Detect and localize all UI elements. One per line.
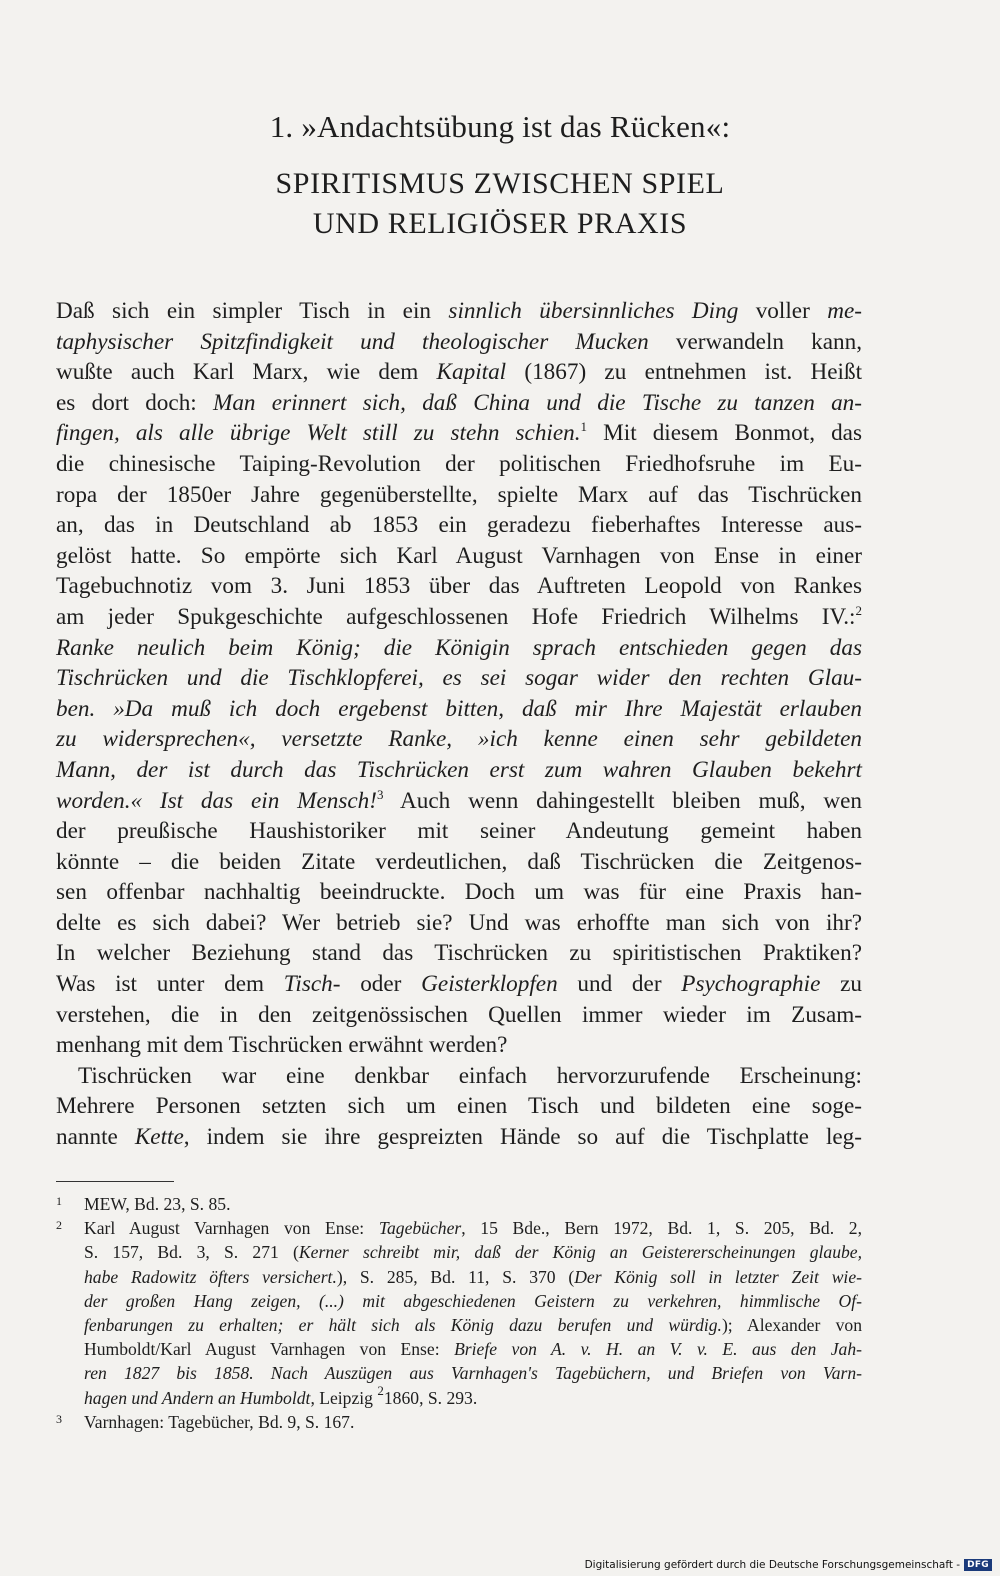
body-line: könnte – die beiden Zitate verdeutlichen, daß Tischrücken die Zeitgenos- [56,848,862,875]
chapter-title: 1. »Andachtsübung ist das Rücken«: [269,109,731,144]
footnote-separator [56,1181,174,1182]
footnote-line: der großen Hang zeigen, (...) mit abgeschiedenen Geistern zu verkehren, himmlische Of- [84,1290,862,1311]
body-line: fingen, als alle übrige Welt still zu stehn schien.$^1$ Mit diesem Bonmot, das [56,419,862,447]
footnote-ref[interactable]: 3 [376,786,384,802]
footer-text: Digitalisierung gefördert durch die Deutsche Forschungsgemeinschaft - [584,1559,961,1571]
footnote-3 [56,1410,862,1434]
body-line: Mann, der ist durch das Tischrücken erst zum wahren Glauben bekehrt [56,756,862,783]
body-line: ben. »Da muß ich doch ergebenst bitten, daß mir Ihre Majestät erlauben [56,695,862,722]
body-line: taphysischer Spitzfindigkeit und theologischer Mucken verwandeln kann, [56,328,862,355]
body-line: zu widersprechen«, versetzte Ranke, »ich kenne einen sehr gebildeten [56,726,862,753]
footnotes [56,1192,862,1434]
body-line: menhang mit dem Tischrücken erwähnt werden? [56,1032,508,1059]
footnote-number: 3 [56,1411,62,1426]
body-line: Tagebuchnotiz vom 3. Juni 1853 über das Auftreten Leopold von Rankes [56,573,862,600]
body-line: verstehen, die in den zeitgenössischen Quellen immer wieder im Zusam- [56,1001,862,1028]
body-line: Mehrere Personen setzten sich um einen Tisch und bildeten eine soge- [56,1093,862,1120]
footnote-1 [56,1192,862,1216]
footnote-ref[interactable]: 2 [855,602,862,618]
chapter-heading [130,108,870,244]
body-line: gelöst hatte. So empörte sich Karl August Varnhagen von Ense in einer [56,542,862,569]
dfg-logo: DFG [964,1559,992,1571]
body-line: Tischrücken war eine denkbar einfach hervorzurufende Erscheinung: [78,1062,862,1089]
body-line: sen offenbar nachhaltig beeindruckte. Doch um was für eine Praxis han- [56,879,862,906]
body-line: die chinesische Taiping-Revolution der politischen Friedhofsruhe im Eu- [56,450,862,477]
footnote-ref[interactable]: 1 [580,419,588,435]
body-line: ropa der 1850er Jahre gegenüberstellte, spielte Marx auf das Tischrücken [56,481,862,508]
body-line: Tischrücken und die Tischklopferei, es sei sogar wider den rechten Glau- [56,665,862,692]
footnote-ref[interactable]: 2 [377,1382,384,1398]
footnote-line: ren 1827 bis 1858. Nach Auszügen aus Varnhagen's Tagebüchern, und Briefen von Varn- [84,1363,862,1384]
footnote-line: Humboldt/Karl August Varnhagen von Ense: Briefe von A. v. H. an V. v. E. aus den Jah- [84,1339,862,1360]
body-line: Was ist unter dem Tisch- oder Geisterklopfen und der Psychographie zu [56,971,862,998]
footnote-line: hagen und Andern an Humboldt, Leipzig $^2$1860, S. 293. [84,1382,478,1408]
body-line: nannte Kette, indem sie ihre gespreizten Hände so auf die Tischplatte leg- [56,1124,862,1151]
body-line: am jeder Spukgeschichte aufgeschlossenen Hofe Friedrich Wilhelms IV.:$^2$ [56,602,862,630]
chapter-subtitle-line-2: UND RELIGIÖSER PRAXIS [312,207,688,240]
footnote-line: Karl August Varnhagen von Ense: Tagebücher, 15 Bde., Bern 1972, Bd. 1, S. 205, Bd. 2, [84,1218,862,1239]
body-line: der preußische Haushistoriker mit seiner Andeutung gemeint haben [56,818,862,845]
body-text [56,296,862,1153]
body-line: Ranke neulich beim König; die Königin sprach entschieden gegen das [56,634,862,661]
footnote-line: MEW, Bd. 23, S. 85. [84,1194,231,1214]
footnote-line: Varnhagen: Tagebücher, Bd. 9, S. 167. [84,1411,355,1432]
body-line: In welcher Beziehung stand das Tischrücken zu spiritistischen Praktiken? [56,940,862,967]
body-line: es dort doch: Man erinnert sich, daß China und die Tische zu tanzen an- [56,389,863,416]
footnote-number: 1 [56,1194,62,1208]
footnote-2 [56,1216,862,1410]
footnote-number: 2 [56,1218,62,1233]
footnote-line: habe Radowitz öfters versichert.), S. 285, Bd. 11, S. 370 (Der König soll in letzter Zeit wie- [84,1266,862,1287]
body-line: an, das in Deutschland ab 1853 ein geradezu fieberhaftes Interesse aus- [56,512,862,539]
footnote-line: S. 157, Bd. 3, S. 271 (Kerner schreibt mir, daß der König an Geistererscheinungen glaube, [84,1242,863,1263]
body-line: wußte auch Karl Marx, wie dem Kapital (1867) zu entnehmen ist. Heißt [56,359,863,386]
body-line: worden.« Ist das ein Mensch!$^3$ Auch wenn dahingestellt bleiben muß, wen [56,786,862,814]
body-line: Daß sich ein simpler Tisch in ein sinnlich übersinnliches Ding voller me- [56,298,862,324]
digitization-footer [585,1559,992,1571]
footnote-line: fenbarungen zu erhalten; er hält sich als König dazu berufen und würdig.); Alexander von [84,1315,862,1336]
body-line: delte es sich dabei? Wer betrieb sie? Und was erhoffte man sich von ihr? [56,909,862,936]
chapter-subtitle-line-1: SPIRITISMUS ZWISCHEN SPIEL [275,167,725,200]
